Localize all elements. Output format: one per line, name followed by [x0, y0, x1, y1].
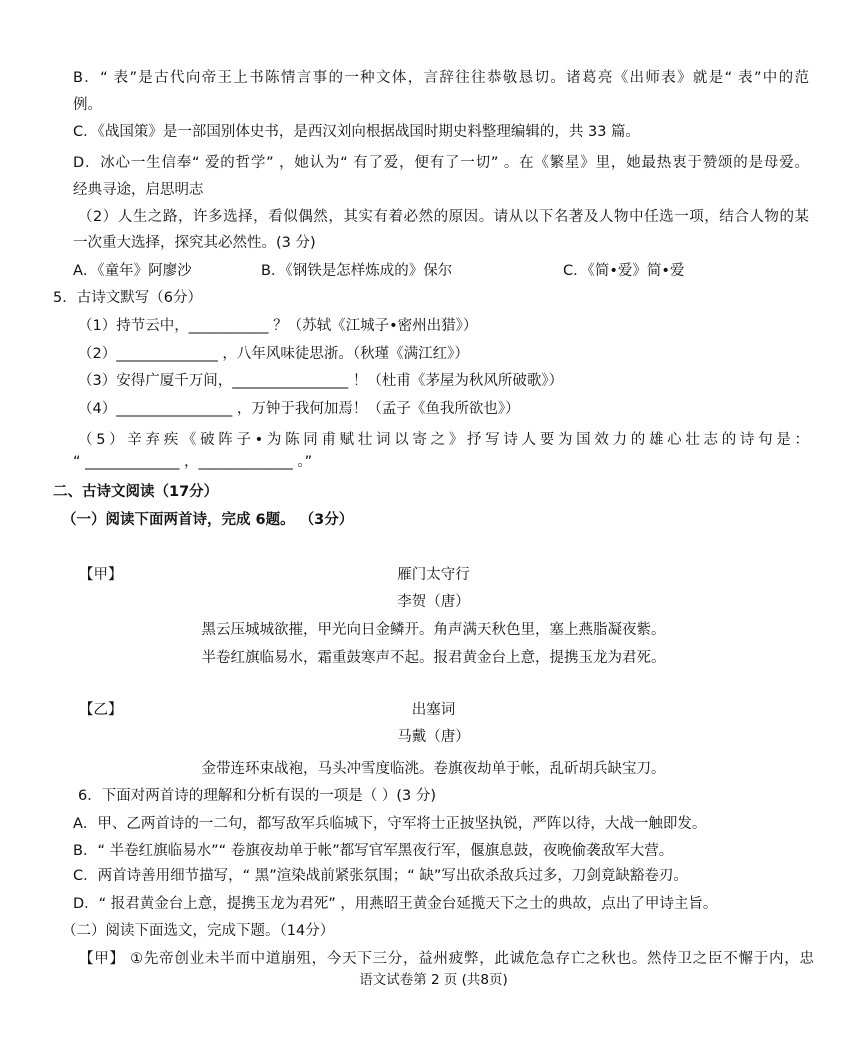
q4-part2-line2: 一次重大选择，探究其必然性。(3 分) [73, 235, 316, 251]
q4-part2-options [73, 261, 684, 281]
section-2-part-2-title: （二）阅读下面选文，完成下题。（14分） [62, 923, 335, 939]
poem-a-tag: 【甲】 [79, 567, 123, 583]
q6-stem: 6．下面对两首诗的理解和分析有误的一项是（ ）(3 分) [78, 788, 436, 804]
q6-option-b: B．“ 半卷红旗临易水”“ 卷旗夜劫单于帐”都写官军黑夜行军，偃旗息鼓，夜晚偷袭敌军大营。 [73, 843, 674, 859]
q4-part2-option-b: B．《钢铁是怎样炼成的》保尔 [261, 263, 453, 279]
page-footer: 语文试卷第 2 页 (共8页) [359, 972, 508, 988]
q5-title: 5．古诗文默写（6分） [53, 290, 202, 306]
poem-a-line-1: 黑云压城城欲摧，甲光向日金鳞开。角声满天秋色里，塞上燕脂凝夜紫。 [201, 622, 666, 638]
q5-item-3: （3）安得广厦千万间，________________ ！（杜甫《茅屋为秋风所破歌》） [78, 373, 564, 389]
q4-option-b-line2: 例。 [73, 97, 102, 113]
poem-b-title: 出塞词 [411, 702, 456, 718]
section-2-part-1-title: （一）阅读下面两首诗，完成 6题。 （3分） [62, 512, 354, 528]
q4-part2-option-c: C．《简•爱》简•爱 [563, 263, 685, 279]
poem-b-tag: 【乙】 [79, 702, 123, 718]
poem-a-author: 李贺（唐） [397, 594, 470, 610]
q4-option-d: D．冰心一生信奉“ 爱的哲学” ，她认为“ 有了爱，便有了一切” 。在《繁星》里，她最热衷于赞颂的是母爱。 [73, 155, 809, 171]
q4-option-b-line1: B．“ 表”是古代向帝王上书陈情言事的一种文体，言辞往往恭敬恳切。诸葛亮《出师表》就是“ 表”中的范 [73, 70, 809, 86]
poem-a-title: 雁门太守行 [397, 567, 470, 583]
q5-item-2: （2）______________ ，八年风味徒思浙。（秋瑾《满江红》） [78, 346, 469, 362]
q6-option-d: D．“ 报君黄金台上意，提携玉龙为君死” ，用燕昭王黄金台延揽天下之士的典故，点出了甲诗主旨。 [73, 896, 718, 912]
q5-item-1: （1）持节云中，___________ ？（苏轼《江城子•密州出猎》） [78, 318, 478, 334]
section-2-title: 二、古诗文阅读（17分） [53, 484, 219, 500]
section-heading-classics: 经典寻途，启思明志 [73, 182, 204, 198]
q6-option-a: A．甲、乙两首诗的一二句，都写敌军兵临城下，守军将士正披坚执锐，严阵以待，大战一触即发。 [73, 816, 707, 832]
q4-part2-option-a: A．《童年》阿廖沙 [73, 263, 192, 279]
q6-option-c: C．两首诗善用细节描写，“ 黑”渲染战前紧张氛围；“ 缺”写出砍杀敌兵过多，刀剑竟缺豁卷刃。 [73, 868, 688, 884]
poem-a-line-2: 半卷红旗临易水，霜重鼓寒声不起。报君黄金台上意，提携玉龙为君死。 [201, 650, 666, 666]
poem-b-author: 马戴（唐） [397, 729, 470, 745]
q4-option-c: C．《战国策》是一部国别体史书，是西汉刘向根据战国时期史料整理编辑的，共 33 篇。 [73, 124, 641, 140]
q5-item-5-line1: （5）辛弃疾《破阵子•为陈同甫赋壮词以寄之》抒写诗人要为国效力的雄心壮志的诗句是： [78, 432, 809, 448]
poem-b-line-1: 金带连环束战袍，马头冲雪度临洮。卷旗夜劫单于帐，乱斫胡兵缺宝刀。 [201, 761, 666, 777]
q5-item-4: （4）________________ ，万钟于我何加焉！（孟子《鱼我所欲也》） [78, 401, 520, 417]
q5-item-5-line2: “ _____________ ，_____________ 。” [73, 454, 313, 470]
q4-part2-line1: （2）人生之路，许多选择，看似偶然，其实有着必然的原因。请从以下名著及人物中任选一项，结合人物的某 [78, 209, 809, 225]
passage-a-line-1: 【甲】 ①先帝创业未半而中道崩殂，今天下三分，益州疲弊，此诚危急存亡之秋也。然侍卫之臣不懈于内，忠 [79, 951, 814, 967]
